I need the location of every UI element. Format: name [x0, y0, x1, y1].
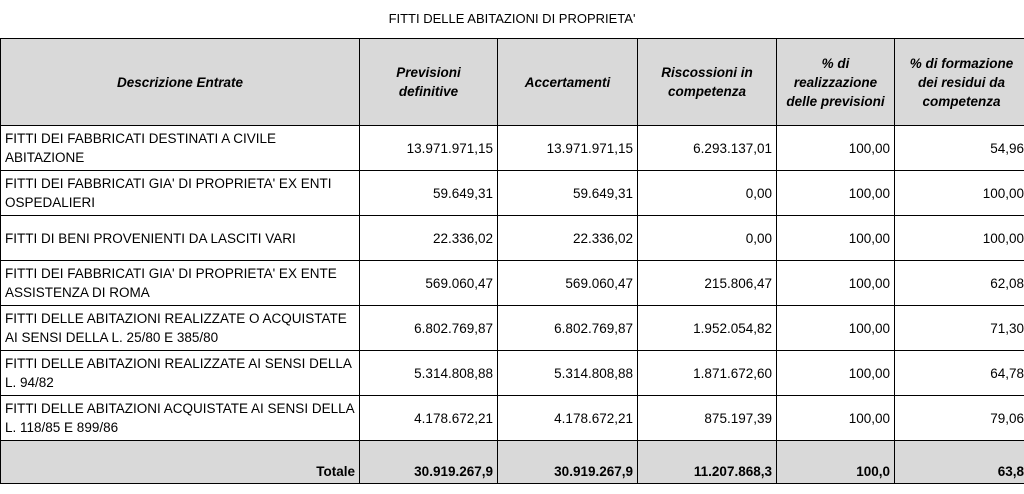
row-description: FITTI DI BENI PROVENIENTI DA LASCITI VARI	[1, 216, 360, 261]
row-accertamenti: 4.178.672,21	[498, 396, 638, 441]
row-residui: 62,08	[895, 261, 1024, 306]
row-accertamenti: 569.060,47	[498, 261, 638, 306]
table-row	[1, 126, 1024, 171]
row-accertamenti: 13.971.971,15	[498, 126, 638, 171]
row-riscossioni: 0,00	[638, 171, 777, 216]
row-previsioni: 13.971.971,15	[360, 126, 498, 171]
row-realizzazione: 100,00	[777, 261, 895, 306]
header-descrizione: Descrizione Entrate	[1, 39, 360, 126]
row-accertamenti: 5.314.808,88	[498, 351, 638, 396]
table-row	[1, 216, 1024, 261]
row-description: FITTI DEI FABBRICATI GIA' DI PROPRIETA' EX ENTE ASSISTENZA DI ROMA	[1, 261, 360, 306]
row-description: FITTI DELLE ABITAZIONI REALIZZATE AI SENSI DELLA L. 94/82	[1, 351, 360, 396]
row-description: FITTI DELLE ABITAZIONI REALIZZATE O ACQUISTATE AI SENSI DELLA L. 25/80 E 385/80	[1, 306, 360, 351]
row-previsioni: 569.060,47	[360, 261, 498, 306]
row-residui: 100,00	[895, 216, 1024, 261]
total-previsioni: 30.919.267,9	[360, 441, 498, 484]
total-accertamenti: 30.919.267,9	[498, 441, 638, 484]
header-realizzazione: % di realizzazione delle previsioni	[777, 39, 895, 126]
total-residui: 63,8	[895, 441, 1024, 484]
table-row	[1, 306, 1024, 351]
header-accertamenti: Accertamenti	[498, 39, 638, 126]
header-riscossioni: Riscossioni in competenza	[638, 39, 777, 126]
row-riscossioni: 6.293.137,01	[638, 126, 777, 171]
table-row	[1, 396, 1024, 441]
row-realizzazione: 100,00	[777, 171, 895, 216]
row-accertamenti: 59.649,31	[498, 171, 638, 216]
row-description: FITTI DEI FABBRICATI DESTINATI A CIVILE ABITAZIONE	[1, 126, 360, 171]
header-row	[1, 39, 1024, 126]
row-residui: 64,78	[895, 351, 1024, 396]
row-previsioni: 22.336,02	[360, 216, 498, 261]
header-residui: % di formazione dei residui da competenza	[895, 39, 1024, 126]
header-previsioni: Previsioni definitive	[360, 39, 498, 126]
row-realizzazione: 100,00	[777, 126, 895, 171]
row-previsioni: 59.649,31	[360, 171, 498, 216]
row-riscossioni: 1.871.672,60	[638, 351, 777, 396]
row-realizzazione: 100,00	[777, 396, 895, 441]
row-description: FITTI DELLE ABITAZIONI ACQUISTATE AI SENSI DELLA L. 118/85 E 899/86	[1, 396, 360, 441]
row-description: FITTI DEI FABBRICATI GIA' DI PROPRIETA' EX ENTI OSPEDALIERI	[1, 171, 360, 216]
row-riscossioni: 0,00	[638, 216, 777, 261]
row-previsioni: 4.178.672,21	[360, 396, 498, 441]
table-row	[1, 261, 1024, 306]
row-previsioni: 5.314.808,88	[360, 351, 498, 396]
row-realizzazione: 100,00	[777, 351, 895, 396]
row-accertamenti: 6.802.769,87	[498, 306, 638, 351]
row-residui: 100,00	[895, 171, 1024, 216]
total-row	[1, 441, 1024, 484]
total-realizzazione: 100,0	[777, 441, 895, 484]
row-riscossioni: 215.806,47	[638, 261, 777, 306]
row-realizzazione: 100,00	[777, 216, 895, 261]
total-riscossioni: 11.207.868,3	[638, 441, 777, 484]
total-label: Totale	[1, 441, 360, 484]
revenue-table	[0, 38, 1024, 484]
row-residui: 79,06	[895, 396, 1024, 441]
row-realizzazione: 100,00	[777, 306, 895, 351]
row-residui: 54,96	[895, 126, 1024, 171]
row-accertamenti: 22.336,02	[498, 216, 638, 261]
table-row	[1, 351, 1024, 396]
row-previsioni: 6.802.769,87	[360, 306, 498, 351]
row-riscossioni: 1.952.054,82	[638, 306, 777, 351]
row-residui: 71,30	[895, 306, 1024, 351]
page-title: FITTI DELLE ABITAZIONI DI PROPRIETA'	[388, 11, 636, 26]
row-riscossioni: 875.197,39	[638, 396, 777, 441]
table-row	[1, 171, 1024, 216]
